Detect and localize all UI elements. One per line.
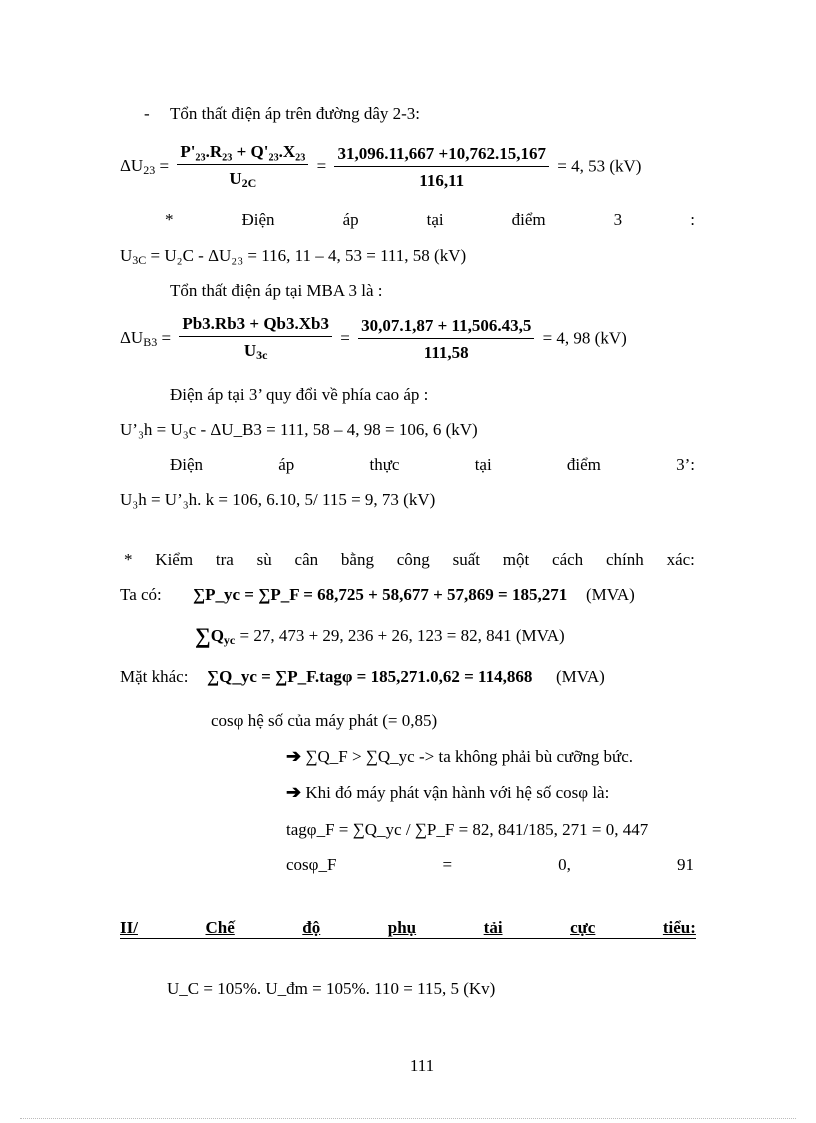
word: cosφ_F bbox=[286, 855, 337, 874]
sum-q-equation: $\sum Q_{yc} = 27$, 473 + 29, 236 + 26, 123 = 82, 841 (MVA) bbox=[195, 623, 565, 648]
fraction-values-1-num: 31,096.11,667 +10,762.15,167 bbox=[334, 144, 549, 167]
word: 3’: bbox=[676, 455, 695, 474]
word: sù bbox=[256, 550, 272, 569]
word: phụ bbox=[387, 918, 417, 937]
other-label: Mặt khác: bbox=[120, 667, 189, 686]
word: tại bbox=[426, 210, 444, 229]
word: Kiểm bbox=[155, 550, 194, 569]
fraction-values-2-num: 30,07.1,87 + 11,506.43,5 bbox=[358, 316, 534, 339]
right-arrow-icon: ➔ bbox=[286, 782, 302, 802]
loss-line-title: Tổn thất điện áp trên đường dây 2-3: bbox=[170, 104, 421, 123]
word: = bbox=[442, 855, 453, 874]
word: Điện bbox=[170, 455, 204, 474]
convert-title: Điện áp tại 3’ quy đổi về phía cao áp : bbox=[170, 385, 429, 404]
word: xác: bbox=[666, 550, 695, 569]
delta-u23-result: = 4, 53 (kV) bbox=[557, 156, 642, 176]
word: áp bbox=[342, 210, 359, 229]
cos-phi-result bbox=[286, 855, 694, 875]
sum-p-unit: (MVA) bbox=[586, 585, 635, 604]
fraction-values-1-den: 116,11 bbox=[419, 171, 465, 190]
word: áp bbox=[278, 455, 295, 474]
word: điểm bbox=[566, 455, 601, 474]
arrow-line-1: ➔ ∑Q_F > ∑Q_yc -> ta không phải bù cưỡng bức. bbox=[286, 746, 634, 766]
delta-u23-lhs: $\Delta U_{23}$ bbox=[120, 156, 156, 178]
word: II/ bbox=[120, 918, 138, 937]
word: 3 bbox=[613, 210, 623, 229]
bullet-dash: - bbox=[144, 104, 150, 123]
word: * bbox=[165, 210, 174, 229]
fraction-values-1 bbox=[334, 144, 549, 191]
word: * bbox=[124, 550, 133, 569]
word: : bbox=[690, 210, 695, 229]
word: Điện bbox=[241, 210, 275, 229]
word: thực bbox=[369, 455, 400, 474]
taco-label: Ta có: bbox=[120, 585, 162, 604]
word: cân bbox=[294, 550, 319, 569]
u3h-equation: U₃h = U’₃h. k = 106, 6.10, 5/ 115 = 9, 73 (kV) bbox=[120, 490, 436, 509]
actual-voltage-heading bbox=[170, 455, 695, 475]
section-heading-min-load bbox=[120, 918, 696, 939]
fraction-formula-1-num: P'₂₃.R₂₃ + Q'₂₃.X₂₃ bbox=[177, 142, 308, 165]
page-number: 111 bbox=[409, 1056, 435, 1075]
word: 91 bbox=[676, 855, 694, 874]
word: tiểu: bbox=[662, 918, 696, 937]
word: cực bbox=[570, 918, 596, 937]
arrow-line-2: ➔ Khi đó máy phát vận hành với hệ số cosφ là: bbox=[286, 782, 610, 802]
tag-phi-equation: tagφ_F = ∑Q_yc / ∑P_F = 82, 841/185, 271 = 0, 447 bbox=[286, 820, 649, 839]
u3c-equation: $U_{3C} = U_2C - \Delta U_{23} = 116$, 11 – 4, 53 = 111, 58 (kV) bbox=[120, 246, 467, 267]
bottom-dotted-rule bbox=[20, 1118, 796, 1119]
sum-p-equation: ∑P_yc = ∑P_F = 68,725 + 58,677 + 57,869 = 185,271 bbox=[193, 585, 568, 604]
word: điểm bbox=[511, 210, 546, 229]
sum-q-tag-unit: (MVA) bbox=[556, 667, 605, 686]
word: chính bbox=[605, 550, 644, 569]
word: Chế bbox=[205, 918, 235, 937]
fraction-values-2-den: 111,58 bbox=[423, 343, 469, 362]
right-arrow-icon: ➔ bbox=[286, 746, 302, 766]
word: công bbox=[396, 550, 430, 569]
fraction-formula-2-den: $U_{3c}$ bbox=[243, 341, 268, 362]
word: tải bbox=[483, 918, 503, 937]
fraction-formula-2-num: Pb3.Rb3 + Qb3.Xb3 bbox=[179, 314, 332, 337]
fraction-formula-1 bbox=[177, 142, 308, 193]
word: tra bbox=[215, 550, 234, 569]
fraction-formula-1-den: $U_{2C}$ bbox=[229, 169, 257, 190]
equation-delta-ub3: $\Delta U_{B3}$ = $\frac{Pb3.Rb3 + Qb3.Xb3}{U_{3c}}$ = $\frac{30,07.1,87 + 11,506.43,5}{111,58}$ = 4, 98 (kV) bbox=[120, 314, 627, 365]
word: cách bbox=[552, 550, 584, 569]
word: một bbox=[502, 550, 530, 569]
mba-loss-title: Tổn thất điện áp tại MBA 3 là : bbox=[170, 281, 383, 300]
power-balance-check-heading bbox=[124, 550, 695, 570]
delta-ub3-lhs: $\Delta U_{B3}$ bbox=[120, 328, 158, 350]
fraction-formula-2 bbox=[179, 314, 332, 365]
uc-equation: U_C = 105%. U_đm = 105%. 110 = 115, 5 (Kv) bbox=[167, 979, 496, 998]
word: độ bbox=[302, 918, 321, 937]
word: suất bbox=[452, 550, 480, 569]
word: bằng bbox=[340, 550, 374, 569]
u3h-prime-equation: U’₃h = U₃c - ΔU_B3 = 111, 58 – 4, 98 = 106, 6 (kV) bbox=[120, 420, 478, 439]
delta-ub3-result: = 4, 98 (kV) bbox=[542, 328, 627, 348]
equation-delta-u23: $\Delta U_{23}$ = $\frac{\text{P'₂₃.R₂₃ + Q'₂₃.X₂₃}}{U_{2C}}$ = $\frac{31,096.11,667 +10,762.15,167}{116,11}$ = 4, 53 (kV) bbox=[120, 142, 641, 193]
sum-q-tag-equation: ∑Q_yc = ∑P_F.tagφ = 185,271.0,62 = 114,868 bbox=[207, 667, 533, 686]
fraction-values-2 bbox=[358, 316, 534, 363]
word: tại bbox=[474, 455, 492, 474]
cos-phi-note: cosφ hệ số của máy phát (= 0,85) bbox=[211, 711, 438, 730]
word: 0, bbox=[558, 855, 571, 874]
point3-heading bbox=[165, 210, 695, 230]
